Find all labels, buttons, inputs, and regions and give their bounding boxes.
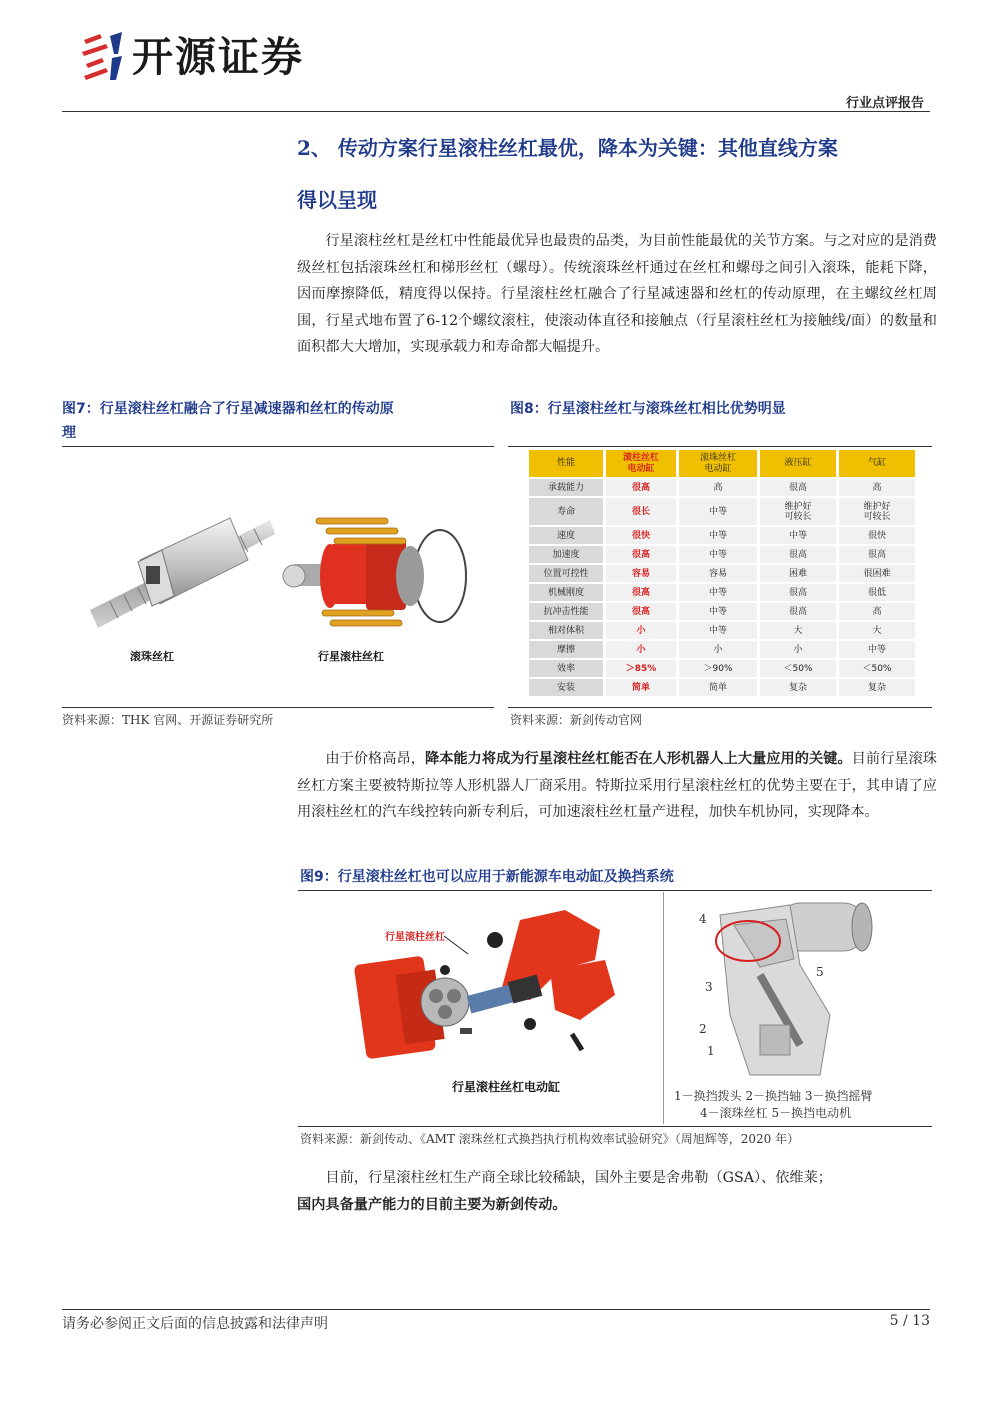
footer-divider <box>62 1309 930 1310</box>
fig7-source: 资料来源：THK 官网、开源证券研究所 <box>62 713 274 727</box>
table-cell: 复杂 <box>839 679 915 696</box>
footer-disclaimer: 请务必参阅正文后面的信息披露和法律声明 <box>62 1316 328 1332</box>
table-row-label: 效率 <box>529 660 603 677</box>
table-row-label: 承载能力 <box>529 479 603 496</box>
table-header-cell: 气缸 <box>839 450 915 477</box>
table-cell: 很低 <box>839 584 915 601</box>
paragraph-1-text: 行星滚柱丝杠是丝杠中性能最优异也最贵的品类，为目前性能最优的关节方案。与之对应的是消费级丝杠包括滚珠丝杠和梯形丝杠（螺母）。传统滚珠丝杆通过在丝杠和螺母之间引入滚珠，能耗下降，因而摩擦降低，精度得以保持。行星滚柱丝杠融合了行星减速器和丝杠的传动原理，在主螺纹丝杠周围，行星式地布置了6-12个螺纹滚柱，使滚动体直径和接触点（行星滚柱丝杠为接触线/面）的数量和面积都大大增加，实现承载力和寿命都大幅提升。 <box>297 233 937 355</box>
table-header-cell: 液压缸 <box>760 450 836 477</box>
paragraph-3 <box>297 1165 937 1218</box>
table-cell: 高 <box>839 603 915 620</box>
table-row <box>529 660 915 677</box>
paragraph-2-bold: 降本能力将成为行星滚柱丝杠能否在人形机器人上大量应用的关键。 <box>424 751 852 767</box>
paragraph-2-rest: 目前行星滚珠丝杠方案主要被特斯拉等人形机器人厂商采用。特斯拉采用行星滚柱丝杠的优势主要在于，其申请了应用滚柱丝杠的汽车线控转向新专利后，可加速滚柱丝杠量产进程，加快车机协同，实现降本。 <box>297 751 937 820</box>
fig9-num-2: 2 <box>699 1022 707 1036</box>
table-cell: 复杂 <box>760 679 836 696</box>
fig7-title <box>62 397 492 445</box>
table-cell: 很高 <box>606 546 676 563</box>
fig7-bottom-rule <box>62 707 494 708</box>
table-row <box>529 546 915 563</box>
fig9-source: 资料来源：新剑传动、《AMT 滚珠丝杠式换挡执行机构效率试验研究》（周旭辉等，2020 年） <box>300 1132 800 1146</box>
table-cell: 小 <box>606 641 676 658</box>
fig7-top-rule <box>62 446 494 447</box>
fig8-source: 资料来源：新剑传动官网 <box>510 713 643 727</box>
table-cell: 小 <box>760 641 836 658</box>
table-cell: 简单 <box>679 679 757 696</box>
table-row <box>529 498 915 525</box>
table-row <box>529 641 915 658</box>
table-cell: 简单 <box>606 679 676 696</box>
table-row <box>529 679 915 696</box>
table-cell: 维护好 可较长 <box>839 498 915 525</box>
table-cell: 很高 <box>760 584 836 601</box>
table-cell: 很高 <box>760 546 836 563</box>
paragraph-3-bold: 国内具备量产能力的目前主要为新剑传动。 <box>297 1196 567 1213</box>
planetary-roller-screw-image <box>270 510 470 645</box>
table-row <box>529 603 915 620</box>
fig9-num-4: 4 <box>699 912 707 926</box>
paragraph-2 <box>297 746 937 826</box>
fig9-title: 图9：行星滚柱丝杠也可以应用于新能源车电动缸及换挡系统 <box>300 869 674 885</box>
table-header-cell: 滚珠丝杠 电动缸 <box>679 450 757 477</box>
fig9-num-1: 1 <box>707 1044 715 1058</box>
table-cell: 中等 <box>760 527 836 544</box>
ball-screw-image <box>90 500 280 640</box>
table-cell: 中等 <box>679 622 757 639</box>
header-divider <box>62 111 930 112</box>
fig7-title-line1: 图7：行星滚柱丝杠融合了行星减速器和丝杠的传动原 <box>62 401 394 417</box>
table-header-cell: 滚柱丝杠 电动缸 <box>606 450 676 477</box>
table-cell: 很快 <box>606 527 676 544</box>
table-cell: 很长 <box>606 498 676 525</box>
table-cell: 中等 <box>679 603 757 620</box>
table-row <box>529 527 915 544</box>
table-cell: 很高 <box>760 603 836 620</box>
paragraph-2-lead: 由于价格高昂， <box>325 751 425 767</box>
fig9-num-5: 5 <box>816 965 824 979</box>
table-row <box>529 479 915 496</box>
paragraph-1 <box>297 228 937 361</box>
logo-text: 开源证券 <box>132 33 304 81</box>
table-row <box>529 565 915 582</box>
fig7-label-planetary: 行星滚柱丝杠 <box>318 650 384 663</box>
fig7-label-ball-screw: 滚珠丝杠 <box>130 650 174 663</box>
table-cell: 容易 <box>606 565 676 582</box>
fig9-legend-line1: 1－换挡拨头 2－换挡轴 3－换挡摇臂 <box>674 1089 873 1103</box>
table-cell: 很快 <box>839 527 915 544</box>
fig9-callout: 行星滚柱丝杠 <box>385 932 445 943</box>
shift-mechanism-image <box>690 895 890 1083</box>
table-cell: 很高 <box>606 479 676 496</box>
fig9-num-3: 3 <box>705 980 713 994</box>
fig9-divider <box>663 892 664 1124</box>
section-heading-line1: 2、 传动方案行星滚柱丝杠最优，降本为关键：其他直线方案 <box>297 136 838 160</box>
fig9-legend-line2: 4－滚珠丝杠 5－换挡电动机 <box>700 1106 852 1120</box>
logo-icon <box>80 30 124 82</box>
table-row-label: 位置可控性 <box>529 565 603 582</box>
table-row <box>529 584 915 601</box>
table-row-label: 机械刚度 <box>529 584 603 601</box>
table-cell: 很高 <box>606 584 676 601</box>
fig8-bottom-rule <box>508 707 932 708</box>
table-cell: 中等 <box>679 546 757 563</box>
table-header-cell: 性能 <box>529 450 603 477</box>
fig9-caption: 行星滚柱丝杠电动缸 <box>452 1080 561 1094</box>
table-row-label: 速度 <box>529 527 603 544</box>
table-cell: 困难 <box>760 565 836 582</box>
section-heading-line2: 得以呈现 <box>297 188 377 212</box>
fig8-top-rule <box>508 446 932 447</box>
page-number: 5 / 13 <box>889 1313 930 1329</box>
table-cell: 很高 <box>606 603 676 620</box>
table-cell: 中等 <box>679 498 757 525</box>
table-cell: ＜50% <box>760 660 836 677</box>
table-row-label: 安装 <box>529 679 603 696</box>
table-cell: 大 <box>760 622 836 639</box>
table-cell: 中等 <box>839 641 915 658</box>
table-cell: 维护好 可较长 <box>760 498 836 525</box>
table-cell: ＞90% <box>679 660 757 677</box>
fig8-title: 图8：行星滚柱丝杠与滚珠丝杠相比优势明显 <box>510 401 786 417</box>
table-cell: 中等 <box>679 527 757 544</box>
report-type: 行业点评报告 <box>845 96 924 111</box>
comparison-table <box>526 448 918 698</box>
table-cell: 大 <box>839 622 915 639</box>
table-cell: ＞85% <box>606 660 676 677</box>
table-row <box>529 622 915 639</box>
table-cell: 中等 <box>679 584 757 601</box>
fig9-top-rule <box>298 890 932 891</box>
table-cell: 很高 <box>760 479 836 496</box>
table-row-label: 摩擦 <box>529 641 603 658</box>
table-cell: 很高 <box>839 546 915 563</box>
table-cell: 高 <box>679 479 757 496</box>
table-row-label: 加速度 <box>529 546 603 563</box>
table-cell: 小 <box>679 641 757 658</box>
table-row-label: 相对体积 <box>529 622 603 639</box>
table-cell: 小 <box>606 622 676 639</box>
table-cell: 高 <box>839 479 915 496</box>
paragraph-3-text: 目前，行星滚柱丝杠生产商全球比较稀缺，国外主要是舍弗勒（GSA）、依维莱； <box>325 1170 832 1186</box>
table-row-label: 寿命 <box>529 498 603 525</box>
fig7-title-line2: 理 <box>62 425 76 441</box>
table-cell: ＜50% <box>839 660 915 677</box>
table-header-row <box>529 450 915 477</box>
table-row-label: 抗冲击性能 <box>529 603 603 620</box>
fig8-table-wrap <box>526 448 918 698</box>
fig9-bottom-rule <box>298 1126 932 1127</box>
table-cell: 很困难 <box>839 565 915 582</box>
table-cell: 容易 <box>679 565 757 582</box>
